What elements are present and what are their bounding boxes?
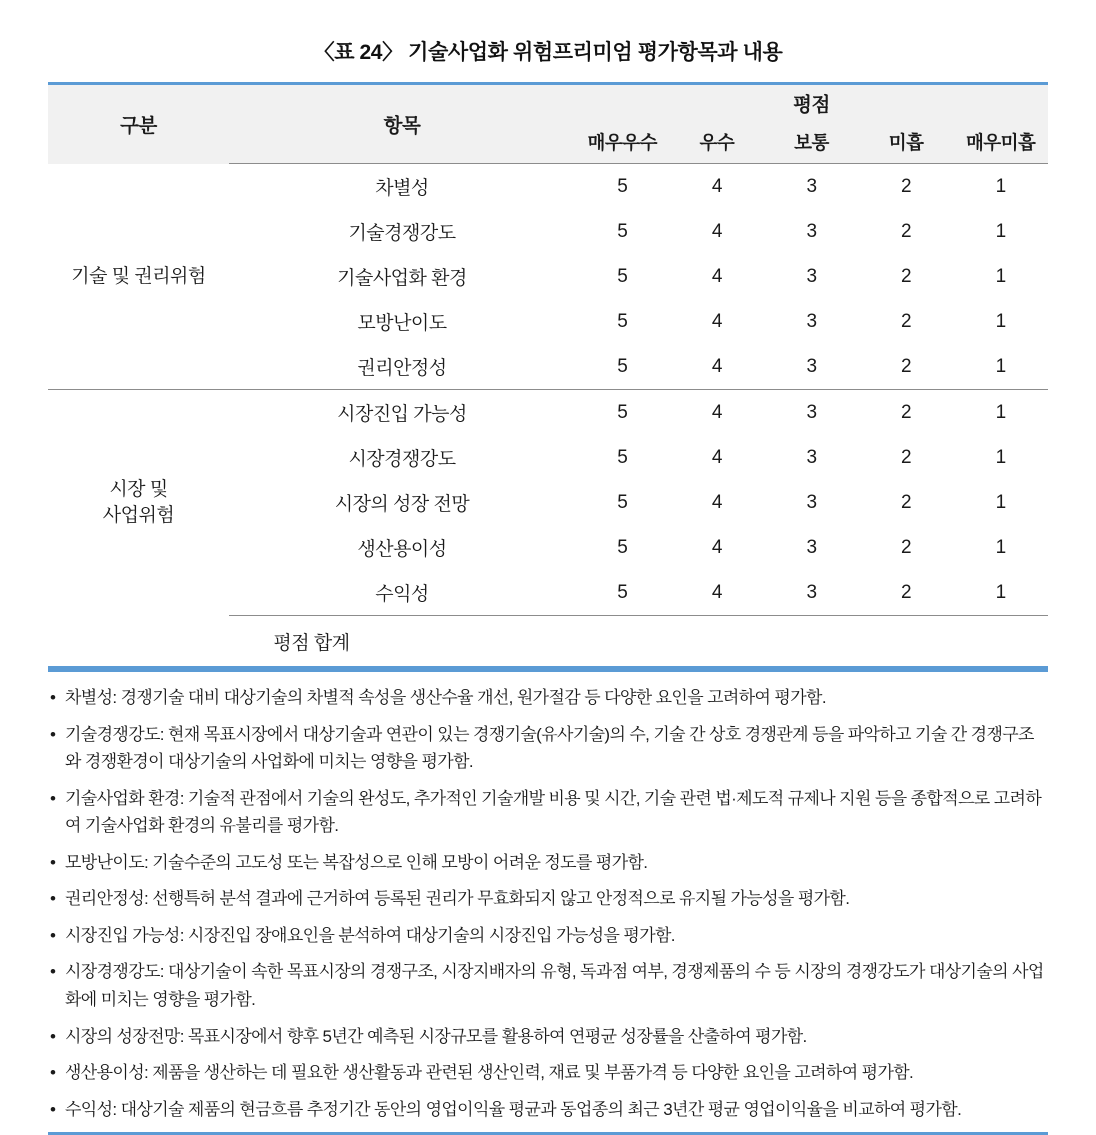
score-cell: 2	[859, 435, 954, 480]
header-pyeongjeom: 평점	[575, 84, 1048, 122]
score-cell: 3	[764, 254, 859, 299]
table-header	[48, 84, 1048, 164]
score-cell: 1	[953, 525, 1048, 570]
score-cell: 4	[670, 525, 765, 570]
header-score-poor: 미흡	[859, 121, 954, 164]
list-item	[48, 1059, 1048, 1087]
list-item	[48, 922, 1048, 950]
total-score-value	[575, 616, 1048, 668]
item-name: 시장진입 가능성	[229, 390, 575, 436]
footnote-text: 차별성: 경쟁기술 대비 대상기술의 차별적 속성을 생산수율 개선, 원가절감 등 다양한 요인을 고려하여 평가함.	[65, 688, 826, 708]
score-cell: 3	[764, 570, 859, 616]
bullet-glyph: •	[50, 724, 56, 744]
footnote-text: 수익성: 대상기술 제품의 현금흐름 추정기간 동안의 영업이익율 평균과 동업종의 최근 3년간 평균 영업이익율을 비교하여 평가함.	[65, 1099, 962, 1119]
bullet-glyph: •	[50, 889, 56, 909]
bullet-glyph: •	[50, 688, 56, 708]
page-title: 〈표 24〉 기술사업화 위험프리미엄 평가항목과 내용	[313, 41, 783, 64]
score-cell: 4	[670, 570, 765, 616]
total-score-label: 평점 합계	[48, 616, 575, 668]
score-cell: 1	[953, 435, 1048, 480]
list-item	[48, 684, 1048, 712]
score-cell: 2	[859, 525, 954, 570]
group-label-market-risk	[48, 390, 229, 616]
group-label-line-1: 시장 및	[109, 479, 168, 501]
item-name: 시장경쟁강도	[229, 435, 575, 480]
item-name: 생산용이성	[229, 525, 575, 570]
footnote-text: 시장의 성장전망: 목표시장에서 향후 5년간 예측된 시장규모를 활용하여 연평균 성장률을 산출하여 평가함.	[65, 1026, 807, 1046]
score-cell: 5	[575, 390, 670, 436]
list-item	[48, 721, 1048, 776]
header-gubun: 구분	[48, 84, 229, 164]
score-cell: 3	[764, 209, 859, 254]
list-item	[48, 958, 1048, 1013]
score-cell: 3	[764, 525, 859, 570]
bullet-glyph: •	[50, 852, 56, 872]
table-body	[48, 164, 1048, 668]
item-name: 모방난이도	[229, 299, 575, 344]
score-cell: 2	[859, 164, 954, 210]
score-cell: 5	[575, 344, 670, 390]
score-cell: 2	[859, 299, 954, 344]
header-hangmok: 항목	[229, 84, 575, 164]
bullet-glyph: •	[50, 1026, 56, 1046]
footnote-text: 모방난이도: 기술수준의 고도성 또는 복잡성으로 인해 모방이 어려운 정도를 평가함.	[65, 852, 648, 872]
score-cell: 5	[575, 209, 670, 254]
score-cell: 4	[670, 254, 765, 299]
list-item	[48, 1023, 1048, 1051]
header-row-primary	[48, 84, 1048, 122]
footnote-text: 기술사업화 환경: 기술적 관점에서 기술의 완성도, 추가적인 기술개발 비용 및 시간, 기술 관련 법·제도적 규제나 지원 등을 종합적으로 고려하여 기술사업화 환경의 유불리를 평가함.	[65, 788, 1042, 836]
item-name: 시장의 성장 전망	[229, 480, 575, 525]
score-cell: 4	[670, 299, 765, 344]
score-cell: 3	[764, 299, 859, 344]
group-label-line-2: 사업위험	[102, 504, 175, 526]
header-score-average: 보통	[764, 121, 859, 164]
footnote-text: 기술경쟁강도: 현재 목표시장에서 대상기술과 연관이 있는 경쟁기술(유사기술)의 수, 기술 간 상호 경쟁관계 등을 파악하고 기술 간 경쟁구조와 경쟁환경이 대상기술의 사업화에 미치는 영향을 평가함.	[65, 724, 1034, 772]
score-cell: 2	[859, 344, 954, 390]
bullet-glyph: •	[50, 962, 56, 982]
score-cell: 1	[953, 480, 1048, 525]
footnote-text: 생산용이성: 제품을 생산하는 데 필요한 생산활동과 관련된 생산인력, 재료 및 부품가격 등 다양한 요인을 고려하여 평가함.	[65, 1063, 914, 1083]
score-cell: 2	[859, 480, 954, 525]
item-name: 차별성	[229, 164, 575, 210]
list-item	[48, 849, 1048, 877]
footnote-text: 시장경쟁강도: 대상기술이 속한 목표시장의 경쟁구조, 시장지배자의 유형, 독과점 여부, 경쟁제품의 수 등 시장의 경쟁강도가 대상기술의 사업화에 미치는 영향을 평가함.	[65, 962, 1044, 1009]
group-label-technology-risk: 기술 및 권리위험	[48, 164, 229, 390]
footnote-text: 시장진입 가능성: 시장진입 장애요인을 분석하여 대상기술의 시장진입 가능성을 평가함.	[65, 925, 675, 945]
item-name: 기술사업화 환경	[229, 254, 575, 299]
bullet-glyph: •	[50, 925, 56, 945]
score-cell: 2	[859, 254, 954, 299]
score-cell: 2	[859, 209, 954, 254]
bullet-glyph: •	[50, 1063, 56, 1083]
list-item	[48, 785, 1048, 840]
header-score-very-excellent: 매우우수	[575, 121, 670, 164]
score-cell: 2	[859, 390, 954, 436]
score-cell: 4	[670, 435, 765, 480]
score-cell: 5	[575, 254, 670, 299]
score-cell: 3	[764, 344, 859, 390]
score-cell: 5	[575, 435, 670, 480]
score-cell: 3	[764, 390, 859, 436]
item-name: 기술경쟁강도	[229, 209, 575, 254]
score-cell: 1	[953, 344, 1048, 390]
bullet-glyph: •	[50, 1099, 56, 1119]
footnote-list	[48, 669, 1048, 1123]
list-item	[48, 1096, 1048, 1124]
score-cell: 5	[575, 480, 670, 525]
score-cell: 4	[670, 344, 765, 390]
score-cell: 5	[575, 299, 670, 344]
header-score-very-poor: 매우미흡	[953, 121, 1048, 164]
score-cell: 4	[670, 480, 765, 525]
score-cell: 1	[953, 164, 1048, 210]
bullet-glyph: •	[50, 788, 56, 808]
score-cell: 4	[670, 164, 765, 210]
score-cell: 4	[670, 209, 765, 254]
footnote-text: 권리안정성: 선행특허 분석 결과에 근거하여 등록된 권리가 무효화되지 않고 안정적으로 유지될 가능성을 평가함.	[65, 889, 850, 909]
score-cell: 1	[953, 209, 1048, 254]
header-score-excellent: 우수	[670, 121, 765, 164]
score-cell: 2	[859, 570, 954, 616]
score-cell: 1	[953, 254, 1048, 299]
score-cell: 4	[670, 390, 765, 436]
score-cell: 5	[575, 525, 670, 570]
evaluation-table	[48, 82, 1048, 669]
table-row	[48, 390, 1048, 436]
list-item	[48, 885, 1048, 913]
score-cell: 5	[575, 570, 670, 616]
score-cell: 3	[764, 435, 859, 480]
score-cell: 5	[575, 164, 670, 210]
score-cell: 3	[764, 164, 859, 210]
score-cell: 1	[953, 390, 1048, 436]
item-name: 수익성	[229, 570, 575, 616]
table-row	[48, 164, 1048, 210]
table-row-total	[48, 616, 1048, 668]
score-cell: 1	[953, 570, 1048, 616]
score-cell: 1	[953, 299, 1048, 344]
item-name: 권리안정성	[229, 344, 575, 390]
score-cell: 3	[764, 480, 859, 525]
